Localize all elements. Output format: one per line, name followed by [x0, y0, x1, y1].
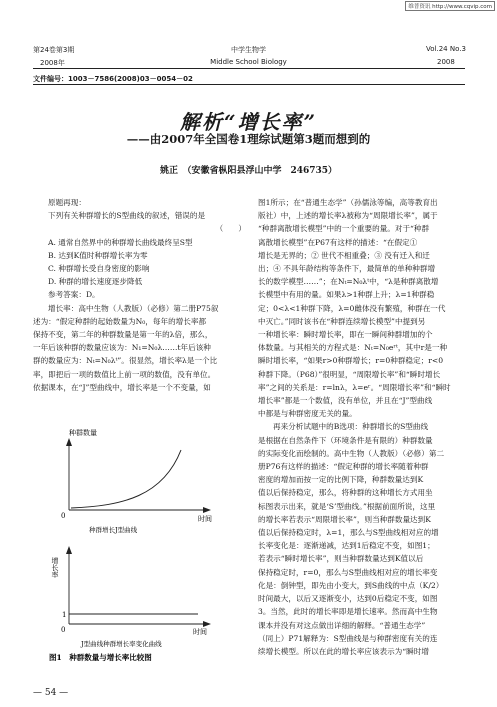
- text-line: 标图表示出来，就是‘S’型曲线。”根据前面所说，这里: [258, 501, 436, 511]
- text-line: 图1所示；在“普通生态学”（孙儒泳等编，高等教育出: [258, 198, 438, 207]
- text-line: 瞬时增长率，“如果r>0种群增长；r=0种群稳定；r<0: [258, 356, 444, 366]
- bottom-x-label: 时间: [193, 628, 207, 636]
- top-x-label: 时间: [198, 515, 212, 523]
- j-curve-panel: [61, 428, 212, 534]
- text-line: 保持稳定时，r=0，那么与S型曲线相对应的增长率变: [258, 567, 438, 577]
- header-volume: 第24卷第3期: [33, 46, 75, 54]
- text-line: 离散增长模型”在P67有这样的描述：“在假定①: [258, 237, 418, 247]
- growth-rate-panel: [51, 546, 211, 648]
- header-rule: [33, 68, 465, 69]
- text-line: 一种增长率：瞬时增长率，即在一瞬间种群增加的个: [258, 330, 433, 340]
- top-y-label: 种群数量: [69, 429, 97, 437]
- author-line: 姚正 （安徽省枞阳县浮山中学 246735）: [159, 166, 338, 176]
- article-title: 解析“增长率”: [179, 110, 317, 134]
- header-journal-en: Middle School Biology: [210, 58, 287, 66]
- text-line: C. 种群增长受自身密度的影响: [48, 264, 150, 274]
- text-line: 体数量。与其相关的方程式是：Nₜ=N₀eʳᵗ，其中r是一种: [258, 343, 448, 353]
- figure-caption: 图1 种群数量与增长率比较图: [49, 653, 152, 662]
- text-line: 长率变化是：逐渐递减，达到1后稳定不变，如图1；: [258, 541, 435, 551]
- text-line: 续增长模型。所以在此的增长率应该表示为“瞬时增: [258, 646, 429, 656]
- text-line: 增长是无界的；② 世代不相重叠；③ 没有迁入和迁: [258, 250, 430, 260]
- text-line: 增长率：高中生物（人教版）（必修）第二册P75叙: [48, 303, 219, 313]
- text-line: 中都是与种群密度无关的量。: [258, 409, 357, 419]
- text-line: 长模型中有用的量。如果λ>1种群上升；λ=1种群稳: [258, 290, 435, 300]
- page-number: — 54 —: [33, 688, 69, 698]
- top-origin: 0: [61, 512, 66, 520]
- top-caption: 种群增长J型曲线: [89, 526, 138, 534]
- header-vol-en: Vol.24 No.3: [426, 45, 466, 53]
- text-line: 参考答案：D。: [48, 290, 100, 300]
- text-line: 种群下降。（P68）”很明显，“周限增长率”和“瞬时增长: [258, 369, 441, 379]
- text-line: 时间最大，以后又逐渐变小，达到0后稳定不变，如图: [258, 594, 438, 604]
- left-column: [33, 196, 246, 394]
- text-line: 率”之间的关系是：r=lnλ，λ=eʳ。“周限增长率”和“瞬时: [258, 382, 451, 392]
- text-line: 若表示“瞬时增长率”，则当种群数量达到K值以后: [258, 554, 424, 564]
- text-line: 增长率”都是一个数值，没有单位，并且在“J”型曲线: [258, 396, 433, 406]
- bottom-tick-1: 1: [62, 611, 67, 619]
- header-year: 2008年: [40, 59, 65, 67]
- text-line: 出；④ 不具年龄结构等条件下，最简单的单种种群增: [258, 264, 436, 274]
- text-line: 密度的增加而按一定的比例下降，种群数量达到K: [258, 475, 424, 485]
- figure-1: [33, 392, 253, 662]
- text-line: 一年后该种群的数量应该为：N₁=N₀λ……t年后该种: [33, 343, 211, 353]
- article-subtitle: ——由2007年全国卷1理综试题第3题而想到的: [126, 132, 371, 146]
- top-y-arrow: [66, 438, 72, 446]
- text-line: 版社）中，上述的增长率λ被称为“周限增长率”，属于: [258, 211, 438, 221]
- text-line: 再来分析试题中的B选项：种群增长的S型曲线: [273, 422, 429, 432]
- text-line: 的实际变化而绘制的。高中生物（人教版）（必修）第二: [258, 448, 445, 458]
- header-journal: 中学生物学: [231, 46, 266, 54]
- text-line: 值以后保持稳定，那么，将种群的这种增长方式用坐: [258, 488, 433, 498]
- text-line: （同上）P71解释为：S型曲线是与种群密度有关的连: [258, 633, 438, 643]
- j-curve: [71, 450, 181, 508]
- header-year-en: 2008: [437, 58, 455, 66]
- file-rule: [33, 84, 465, 85]
- text-line: 原题再现：: [48, 198, 86, 207]
- right-column: [258, 196, 468, 658]
- text-line: B. 达到K值时种群增长率为零: [48, 250, 148, 260]
- text-line: 中灭亡。”同时该书在“种群连续增长模型”中提到另: [258, 316, 426, 326]
- text-line: 下列有关种群增长的S型曲线的叙述，错误的是: [48, 211, 206, 221]
- text-line: 率，即把后一项的数值比上前一项的数值，没有单位。: [33, 369, 216, 379]
- text-line: 值以后保持稳定时，λ=1，那么与S型曲线相对应的增: [258, 528, 439, 538]
- bottom-y-label: 增长率: [51, 557, 59, 578]
- text-line: A. 通常自然界中的种群增长曲线最终呈S型: [48, 237, 193, 247]
- text-line: 依据课本，在“J”型曲线中，增长率是一个不变量，如: [33, 382, 211, 392]
- text-line: 保持不变，第二年的种群数量是第一年的λ倍，那么，: [33, 330, 213, 340]
- text-line: 述为：“假定种群的起始数量为N₀，每年的增长率都: [33, 316, 207, 326]
- text-line: （ ）: [215, 224, 246, 234]
- text-line: 长的数学模型……”；在Nₜ=N₀λᵗ中，“λ是种群离散增: [258, 277, 439, 287]
- bottom-origin: 0: [61, 626, 66, 634]
- text-line: D. 种群的增长速度逐步降低: [48, 277, 143, 287]
- watermark: 维普资讯 http://www.cqvip.com: [405, 1, 495, 11]
- text-line: 课本并没有对这点做出详细的解释。“普通生态学”: [258, 620, 426, 630]
- text-line: 3。当然，此时的增长率即是增长速率。然而高中生物: [258, 607, 438, 617]
- text-line: 是根据在自然条件下（环境条件是有限的）种群数量: [258, 435, 433, 445]
- text-line: 册P76有这样的描述：“假定种群的增长率随着种群: [258, 462, 429, 472]
- text-line: “种群离散增长模型”中的一个重要的量。对于“种群: [258, 224, 430, 234]
- bottom-caption: J型曲线种群增长率变化曲线: [81, 640, 162, 648]
- text-line: 的增长率若表示“周限增长率”，则当种群数量达到K: [258, 514, 431, 524]
- text-line: 化是：倒钟型，即先由小变大，到S曲线的中点（K/2）: [258, 580, 444, 590]
- top-x-arrow: [203, 507, 211, 513]
- text-line: 定；0<λ<1种群下降，λ=0雌体没有繁殖，种群在一代: [258, 303, 446, 313]
- bottom-y-arrow: [66, 546, 72, 554]
- file-number: 文件编号：1003－7586(2008)03－0054－02: [33, 75, 193, 83]
- bottom-x-arrow: [203, 621, 211, 627]
- text-line: 群的数量应为：Nₜ=N₀λᵗ”。很显然，增长率λ是一个比: [33, 356, 218, 366]
